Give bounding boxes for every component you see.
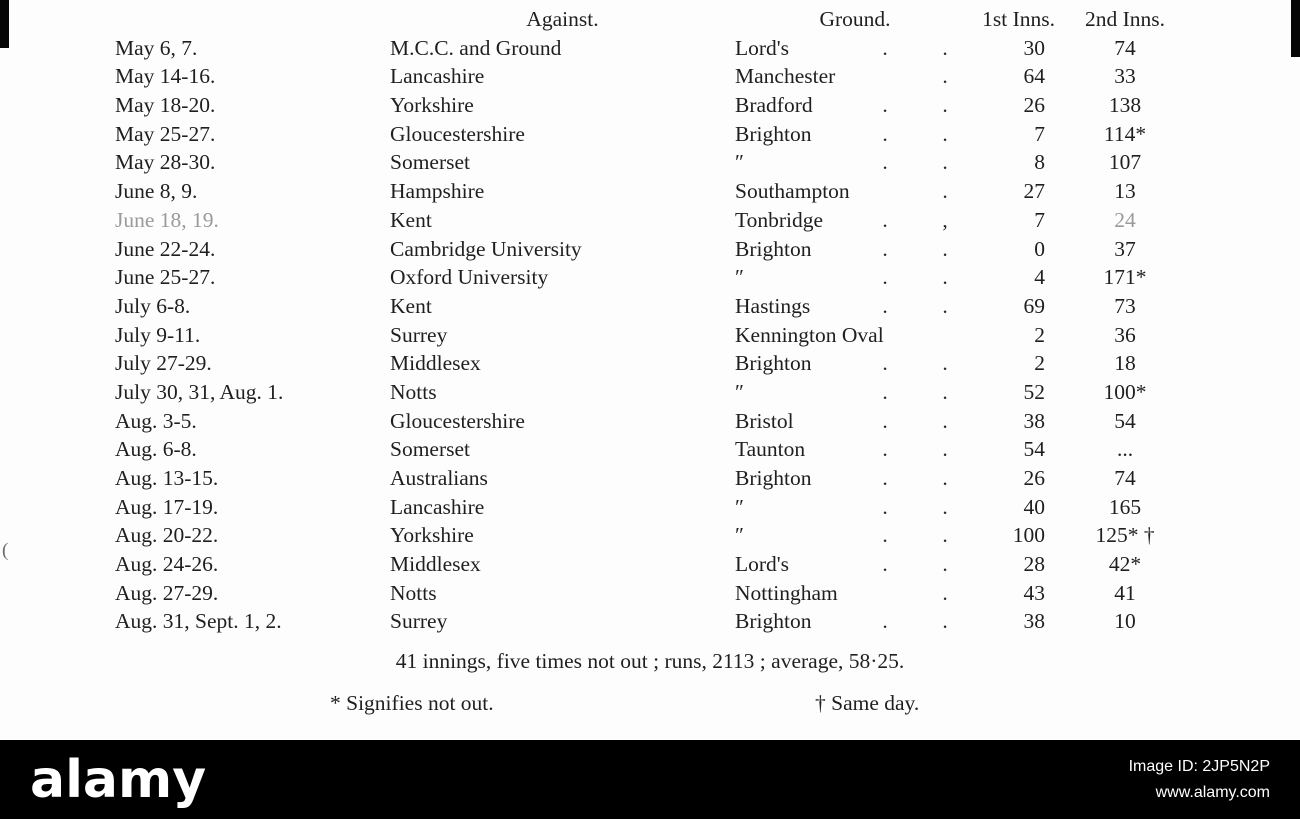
dot-leader <box>855 62 915 91</box>
dot-leader: . <box>882 35 888 60</box>
row-second-innings: 33 <box>1114 64 1136 89</box>
row-second-innings: ... <box>1116 437 1134 462</box>
row-date: Aug. 6-8. <box>115 437 197 462</box>
row-second-innings: 74 <box>1114 466 1136 490</box>
row-second-innings: 100* <box>1103 379 1147 404</box>
table-row <box>115 550 1195 579</box>
row-against: Gloucestershire <box>390 408 525 433</box>
table-row <box>115 206 1195 235</box>
row-date: Aug. 27-29. <box>115 580 219 605</box>
row-against: Surrey <box>390 609 448 634</box>
table-row <box>115 120 1195 149</box>
row-second-innings: 18 <box>1114 351 1136 376</box>
dot-leader: . <box>942 523 948 548</box>
row-date: June 25-27. <box>115 265 216 290</box>
row-date: July 9-11. <box>115 322 201 347</box>
table-row <box>115 349 1195 378</box>
table-row <box>115 435 1195 464</box>
table-row <box>115 148 1195 177</box>
dot-leader: . <box>942 150 948 175</box>
row-second-innings: 36 <box>1114 322 1136 347</box>
row-first-innings: 26 <box>1023 93 1045 118</box>
row-first-innings: 100 <box>1012 523 1045 548</box>
table-row <box>115 292 1195 321</box>
row-ground: ″ <box>735 494 744 519</box>
dot-leader: . <box>942 179 948 204</box>
row-date: July 6-8. <box>115 293 191 318</box>
row-second-innings: 41 <box>1114 580 1136 605</box>
row-first-innings: 38 <box>1023 408 1045 433</box>
row-second-innings: 54 <box>1114 408 1136 433</box>
header-second-innings: 2nd Inns. <box>1084 7 1166 31</box>
dot-leader: . <box>942 351 948 376</box>
dot-leader <box>915 321 975 350</box>
row-date: June 18, 19. <box>115 207 219 232</box>
row-first-innings: 30 <box>1023 35 1045 60</box>
row-first-innings: 43 <box>1023 580 1045 605</box>
dot-leader: . <box>942 466 948 490</box>
table-row <box>115 378 1195 407</box>
row-against: Notts <box>390 379 437 404</box>
table-row <box>115 177 1195 206</box>
table-row <box>115 607 1195 636</box>
row-first-innings: 26 <box>1023 466 1045 490</box>
header-ground: Ground. <box>819 7 891 31</box>
row-second-innings: 73 <box>1114 293 1136 318</box>
row-date: June 22-24. <box>115 236 216 261</box>
dot-leader: . <box>882 437 888 462</box>
alamy-url: www.alamy.com <box>1155 783 1270 801</box>
row-date: May 14-16. <box>115 64 216 89</box>
row-date: Aug. 13-15. <box>115 466 219 490</box>
row-date: May 6, 7. <box>115 35 198 60</box>
row-second-innings: 74 <box>1114 35 1136 60</box>
row-second-innings: 13 <box>1114 179 1136 204</box>
row-date: Aug. 3-5. <box>115 408 197 433</box>
row-ground: ″ <box>735 379 744 404</box>
dot-leader: . <box>882 265 888 290</box>
dot-leader: . <box>882 351 888 376</box>
row-second-innings: 114* <box>1103 121 1147 146</box>
dot-leader: . <box>882 552 888 577</box>
row-against: Australians <box>390 466 488 490</box>
table-row <box>115 235 1195 264</box>
row-against: Kent <box>390 207 432 232</box>
row-against: Notts <box>390 580 437 605</box>
header-first-innings: 1st Inns. <box>982 7 1055 31</box>
table-row <box>115 521 1195 550</box>
header-date-spacer <box>115 5 390 34</box>
dot-leader: . <box>942 408 948 433</box>
table-row <box>115 263 1195 292</box>
scan-stray-mark: ( <box>2 540 9 561</box>
row-date: July 27-29. <box>115 351 212 376</box>
row-date: July 30, 31, Aug. 1. <box>115 379 284 404</box>
row-against: Kent <box>390 293 432 318</box>
row-second-innings: 165 <box>1108 494 1142 519</box>
row-ground: Lord's <box>735 552 790 577</box>
row-first-innings: 7 <box>1034 207 1045 232</box>
row-ground: ″ <box>735 265 744 290</box>
dot-leader: . <box>882 93 888 118</box>
table-row <box>115 321 1195 350</box>
dot-leader: . <box>882 523 888 548</box>
scan-edge-artifact-top-right <box>1291 0 1300 57</box>
dot-leader: . <box>942 379 948 404</box>
dot-leader: . <box>942 121 948 146</box>
row-date: Aug. 31, Sept. 1, 2. <box>115 609 282 634</box>
dot-leader: . <box>942 236 948 261</box>
dot-leader: . <box>882 236 888 261</box>
row-ground: Tonbridge <box>735 207 824 232</box>
alamy-watermark-bar <box>0 740 1300 819</box>
row-date: Aug. 17-19. <box>115 494 219 519</box>
footnote-dagger: † Same day. <box>815 691 920 715</box>
row-ground: Taunton <box>735 437 806 462</box>
row-ground: Hastings <box>735 293 811 318</box>
footnote-asterisk: * Signifies not out. <box>330 691 494 715</box>
table-row <box>115 91 1195 120</box>
dot-leader: . <box>882 408 888 433</box>
dot-leader: . <box>942 265 948 290</box>
row-against: Surrey <box>390 322 448 347</box>
row-first-innings: 64 <box>1023 64 1045 89</box>
dot-leader: . <box>882 293 888 318</box>
dot-leader <box>855 579 915 608</box>
table-row <box>115 493 1195 522</box>
table-row <box>115 34 1195 63</box>
row-date: May 25-27. <box>115 121 216 146</box>
watermark-info <box>1129 754 1270 805</box>
table-body <box>115 34 1195 636</box>
table-header-row <box>115 5 1195 34</box>
row-ground: ″ <box>735 523 744 548</box>
table-row <box>115 579 1195 608</box>
row-second-innings: 24 <box>1114 207 1136 232</box>
row-ground: Brighton <box>735 236 812 261</box>
row-second-innings: 42* <box>1108 552 1142 577</box>
row-date: Aug. 20-22. <box>115 523 219 548</box>
dot-leader <box>855 177 915 206</box>
row-ground: Kennington Oval <box>735 322 884 347</box>
table-row <box>115 464 1195 493</box>
row-ground: Brighton <box>735 609 812 634</box>
row-first-innings: 0 <box>1034 236 1045 261</box>
row-first-innings: 54 <box>1023 437 1045 462</box>
row-ground: Southampton <box>735 179 850 204</box>
row-first-innings: 28 <box>1023 552 1045 577</box>
row-against: Yorkshire <box>390 523 474 548</box>
row-first-innings: 8 <box>1034 150 1045 175</box>
row-first-innings: 27 <box>1023 179 1045 204</box>
row-first-innings: 4 <box>1034 265 1045 290</box>
season-summary: 41 innings, five times not out ; runs, 2113 ; average, 58·25. <box>395 649 905 673</box>
row-second-innings: 171* <box>1103 265 1147 290</box>
dot-leader: . <box>942 437 948 462</box>
row-against: Hampshire <box>390 179 485 204</box>
dot-leader: . <box>882 609 888 634</box>
dot-leader: . <box>942 293 948 318</box>
dot-leader <box>855 321 915 350</box>
innings-table <box>115 5 1195 636</box>
scan-edge-artifact-top-left <box>0 0 9 48</box>
table-row <box>115 62 1195 91</box>
row-ground: Brighton <box>735 351 812 376</box>
row-first-innings: 40 <box>1023 494 1045 519</box>
row-ground: Lord's <box>735 35 790 60</box>
row-first-innings: 7 <box>1034 121 1045 146</box>
row-against: Yorkshire <box>390 93 474 118</box>
row-first-innings: 52 <box>1023 379 1045 404</box>
row-against: Oxford University <box>390 265 549 290</box>
row-against: Middlesex <box>390 552 481 577</box>
row-first-innings: 69 <box>1023 293 1045 318</box>
row-second-innings: 10 <box>1114 609 1136 634</box>
row-against: Gloucestershire <box>390 121 525 146</box>
dot-leader: . <box>942 609 948 634</box>
row-ground: Brighton <box>735 121 812 146</box>
row-against: Lancashire <box>390 64 485 89</box>
row-second-innings: 138 <box>1108 93 1142 118</box>
dot-leader: . <box>942 552 948 577</box>
row-ground: ″ <box>735 150 744 175</box>
row-second-innings: 125* † <box>1095 523 1155 548</box>
row-ground: Manchester <box>735 64 836 89</box>
row-against: Cambridge University <box>390 236 582 261</box>
row-ground: Bristol <box>735 408 794 433</box>
row-date: May 18-20. <box>115 93 216 118</box>
dot-leader: . <box>942 580 948 605</box>
row-date: Aug. 24-26. <box>115 552 219 577</box>
row-first-innings: 38 <box>1023 609 1045 634</box>
row-second-innings: 107 <box>1108 150 1142 175</box>
alamy-logo: alamy <box>30 749 207 810</box>
dot-leader: . <box>942 93 948 118</box>
row-against: Somerset <box>390 437 471 462</box>
row-date: June 8, 9. <box>115 179 198 204</box>
dot-leader: , <box>942 207 948 232</box>
row-second-innings: 37 <box>1114 236 1136 261</box>
row-against: Somerset <box>390 150 471 175</box>
dot-leader: . <box>942 64 948 89</box>
dot-leader: . <box>942 35 948 60</box>
dot-leader: . <box>882 121 888 146</box>
dot-leader: . <box>882 207 888 232</box>
row-first-innings: 2 <box>1034 322 1045 347</box>
dot-leader: . <box>882 494 888 519</box>
image-id-label: Image ID: 2JP5N2P <box>1128 757 1270 775</box>
table-row <box>115 407 1195 436</box>
dot-leader: . <box>882 150 888 175</box>
row-against: Lancashire <box>390 494 485 519</box>
row-ground: Bradford <box>735 93 813 118</box>
dot-leader: . <box>942 494 948 519</box>
row-ground: Brighton <box>735 466 812 490</box>
row-ground: Nottingham <box>735 580 838 605</box>
dot-leader: . <box>882 466 888 490</box>
row-first-innings: 2 <box>1034 351 1045 376</box>
dot-leader: . <box>882 379 888 404</box>
row-date: May 28-30. <box>115 150 216 175</box>
row-against: M.C.C. and Ground <box>390 35 562 60</box>
header-against: Against. <box>526 7 599 31</box>
row-against: Middlesex <box>390 351 481 376</box>
